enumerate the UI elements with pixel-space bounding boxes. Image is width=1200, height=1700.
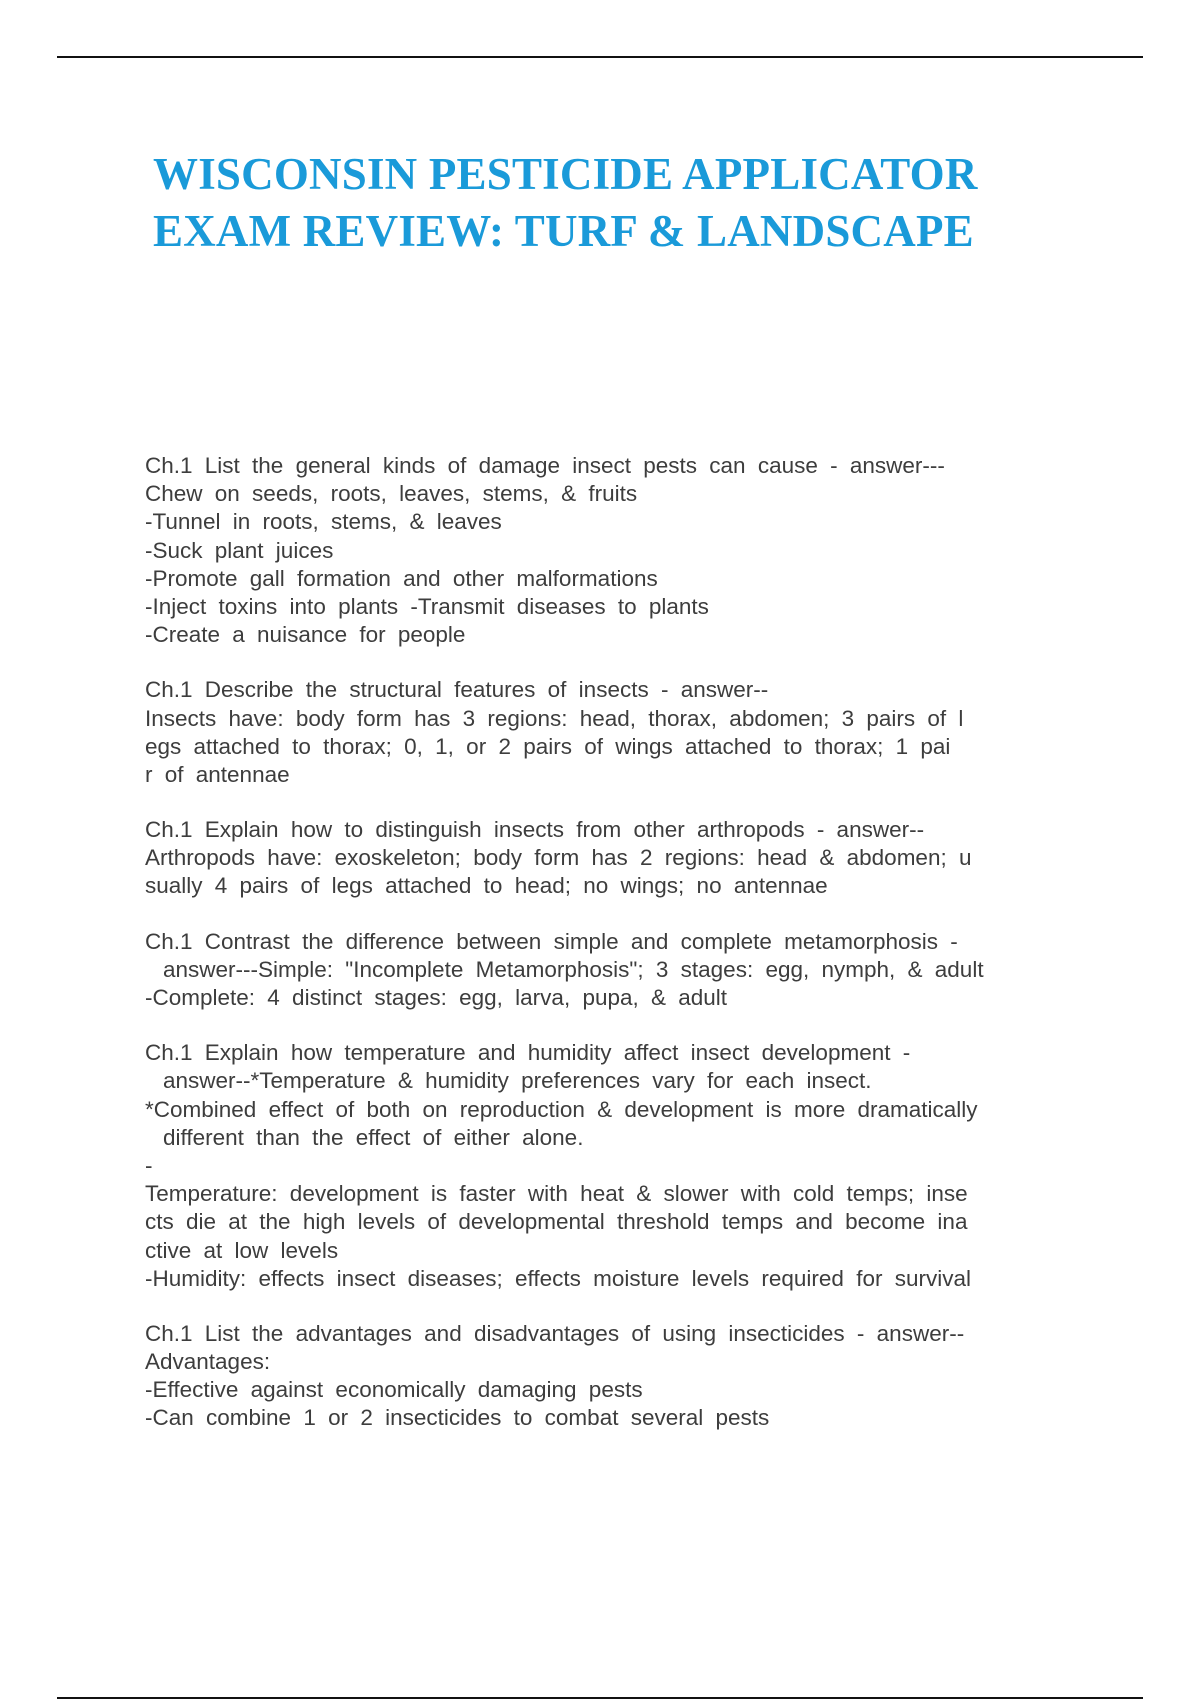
document-body <box>145 452 1087 1460</box>
qa-entry-damage <box>145 452 1087 649</box>
answer-line: egs attached to thorax; 0, 1, or 2 pairs of wings attached to thorax; 1 pai <box>145 733 951 759</box>
answer-line: sually 4 pairs of legs attached to head; no wings; no antennae <box>145 873 828 899</box>
title-line-1: WISCONSIN PESTICIDE APPLICATOR <box>153 149 978 199</box>
answer-line: -Humidity: effects insect diseases; effects moisture levels required for survival <box>145 1265 971 1291</box>
answer-line: cts die at the high levels of developmental threshold temps and become ina <box>145 1209 968 1235</box>
answer-line: Arthropods have: exoskeleton; body form has 2 regions: head & abdomen; u <box>145 845 972 871</box>
question-line: Ch.1 Explain how to distinguish insects from other arthropods - answer-- <box>145 817 925 843</box>
bottom-rule <box>57 1697 1143 1699</box>
question-line: Ch.1 Describe the structural features of insects - answer-- <box>145 677 769 703</box>
answer-line: answer---Simple: "Incomplete Metamorphosis"; 3 stages: egg, nymph, & adult <box>163 956 984 982</box>
qa-entry-arthropods <box>145 816 1087 901</box>
question-line: Ch.1 List the general kinds of damage insect pests can cause - answer--- <box>145 453 945 478</box>
answer-line: ctive at low levels <box>145 1237 339 1263</box>
qa-entry-structure <box>145 676 1087 789</box>
answer-line: Chew on seeds, roots, leaves, stems, & fruits <box>145 481 638 507</box>
answer-line: - <box>145 1152 153 1178</box>
answer-line: -Promote gall formation and other malformations <box>145 565 658 591</box>
top-rule <box>57 56 1143 58</box>
qa-entry-insecticides <box>145 1320 1087 1433</box>
answer-line: *Combined effect of both on reproduction & development is more dramatically <box>145 1096 978 1122</box>
answer-line: -Inject toxins into plants -Transmit diseases to plants <box>145 593 709 619</box>
answer-line: answer--*Temperature & humidity preferences vary for each insect. <box>163 1068 872 1094</box>
answer-line: Temperature: development is faster with heat & slower with cold temps; inse <box>145 1181 968 1207</box>
title-line-2: EXAM REVIEW: TURF & LANDSCAPE <box>153 206 974 256</box>
answer-line: different than the effect of either alone. <box>163 1124 584 1150</box>
document-title <box>153 146 1073 260</box>
question-line: Ch.1 List the advantages and disadvantages of using insecticides - answer-- <box>145 1320 965 1346</box>
qa-entry-temperature-humidity <box>145 1039 1087 1293</box>
answer-line: -Create a nuisance for people <box>145 622 466 648</box>
answer-line: -Tunnel in roots, stems, & leaves <box>145 509 502 535</box>
question-line: Ch.1 Contrast the difference between simple and complete metamorphosis - <box>145 928 958 954</box>
answer-line: -Effective against economically damaging pests <box>145 1377 643 1403</box>
qa-entry-metamorphosis <box>145 928 1087 1013</box>
answer-line: r of antennae <box>145 761 290 787</box>
answer-line: Insects have: body form has 3 regions: head, thorax, abdomen; 3 pairs of l <box>145 705 964 731</box>
answer-line: -Complete: 4 distinct stages: egg, larva, pupa, & adult <box>145 985 728 1010</box>
answer-line: -Can combine 1 or 2 insecticides to combat several pests <box>145 1405 770 1431</box>
answer-line: -Suck plant juices <box>145 537 334 563</box>
question-line: Ch.1 Explain how temperature and humidity affect insect development - <box>145 1040 911 1066</box>
answer-line: Advantages: <box>145 1349 271 1375</box>
